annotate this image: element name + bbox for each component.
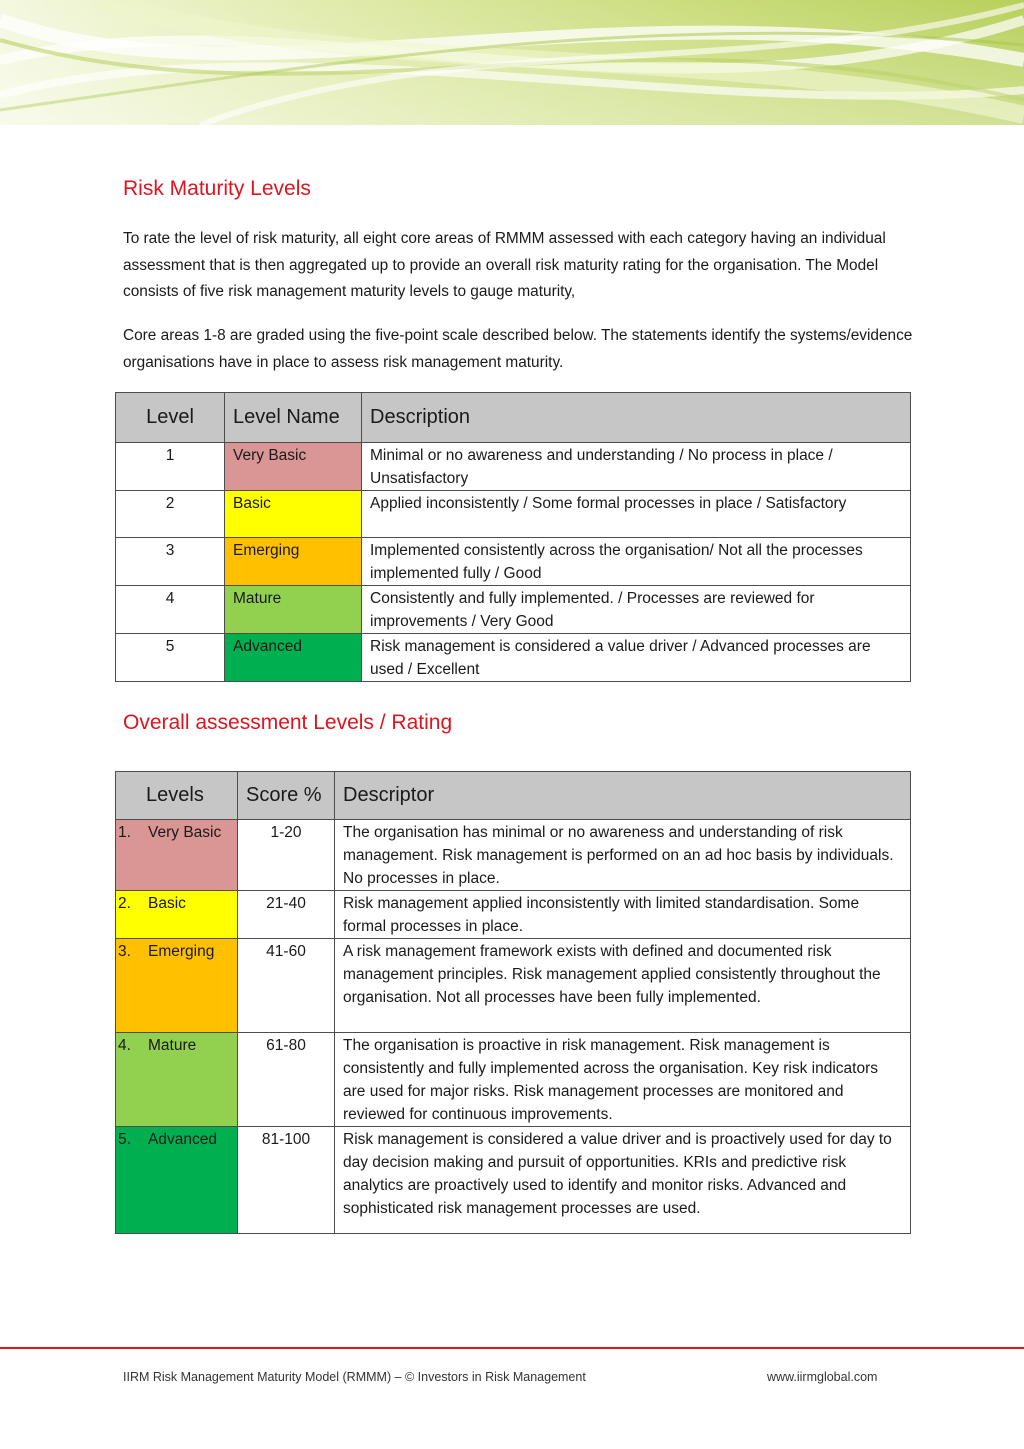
level-description: Risk management is considered a value driver / Advanced processes are used / Excellent bbox=[362, 634, 911, 682]
level-index: 5. bbox=[118, 1131, 131, 1148]
table-row bbox=[116, 1127, 911, 1234]
column-header-level: Level bbox=[116, 393, 225, 443]
table-row bbox=[116, 939, 911, 1033]
column-header-levels: Levels bbox=[116, 772, 238, 820]
table-row bbox=[116, 1033, 911, 1127]
table-row bbox=[116, 538, 911, 586]
table-row bbox=[116, 820, 911, 891]
level-cell bbox=[116, 1033, 238, 1127]
intro-paragraph: To rate the level of risk maturity, all eight core areas of RMMM assessed with each category having an individual assessment that is then aggregated up to provide an overall risk maturity rating for the organisation. The Model consists of five risk management maturity levels to gauge maturity, bbox=[123, 230, 886, 300]
level-cell bbox=[116, 1127, 238, 1234]
score-range: 21-40 bbox=[238, 891, 335, 939]
column-header-score: Score % bbox=[238, 772, 335, 820]
level-name: Mature bbox=[225, 586, 362, 634]
level-number: 4 bbox=[116, 586, 225, 634]
table-row bbox=[116, 634, 911, 682]
level-name: Emerging bbox=[148, 943, 215, 960]
header-banner bbox=[0, 0, 1024, 125]
score-range: 61-80 bbox=[238, 1033, 335, 1127]
level-name: Basic bbox=[148, 895, 186, 912]
footer-divider bbox=[0, 1347, 1024, 1349]
level-descriptor: The organisation has minimal or no awareness and understanding of risk management. Risk management is performed on an ad hoc basis by individuals. No processes in place. bbox=[335, 820, 911, 891]
score-range: 41-60 bbox=[238, 939, 335, 1033]
risk-maturity-levels-table bbox=[115, 392, 911, 682]
overall-assessment-table bbox=[115, 771, 911, 1234]
section-heading-overall-assessment: Overall assessment Levels / Rating bbox=[123, 711, 453, 734]
section-heading-risk-maturity: Risk Maturity Levels bbox=[123, 177, 311, 200]
table-row bbox=[116, 586, 911, 634]
grading-paragraph: Core areas 1-8 are graded using the five-point scale described below. The statements identify the systems/evidence organisations have in place to assess risk management maturity. bbox=[123, 327, 913, 371]
level-index: 3. bbox=[118, 943, 131, 960]
column-header-level-name: Level Name bbox=[225, 393, 362, 443]
level-number: 1 bbox=[116, 443, 225, 491]
level-name: Basic bbox=[225, 491, 362, 538]
table-row bbox=[116, 443, 911, 491]
column-header-descriptor: Descriptor bbox=[335, 772, 911, 820]
level-cell bbox=[116, 820, 238, 891]
level-name: Emerging bbox=[225, 538, 362, 586]
table-row bbox=[116, 891, 911, 939]
level-descriptor: A risk management framework exists with defined and documented risk management principles. Risk management applied consistently throughout the organisation. Not all processes have been fully implemented. bbox=[335, 939, 911, 1033]
level-name: Very Basic bbox=[148, 824, 222, 841]
level-cell bbox=[116, 939, 238, 1033]
level-name: Mature bbox=[148, 1037, 197, 1054]
column-header-description: Description bbox=[362, 393, 911, 443]
level-name: Very Basic bbox=[225, 443, 362, 491]
level-name: Advanced bbox=[225, 634, 362, 682]
footer-website: www.iirmglobal.com bbox=[767, 1370, 878, 1384]
level-description: Consistently and fully implemented. / Processes are reviewed for improvements / Very Good bbox=[362, 586, 911, 634]
level-description: Applied inconsistently / Some formal processes in place / Satisfactory bbox=[362, 491, 911, 538]
level-index: 2. bbox=[118, 895, 131, 912]
level-number: 5 bbox=[116, 634, 225, 682]
level-number: 2 bbox=[116, 491, 225, 538]
score-range: 81-100 bbox=[238, 1127, 335, 1234]
level-number: 3 bbox=[116, 538, 225, 586]
level-cell bbox=[116, 891, 238, 939]
level-descriptor: The organisation is proactive in risk management. Risk management is consistently and fully implemented across the organisation. Key risk indicators are used for major risks. Risk management processes are monitored and reviewed for continuous improvements. bbox=[335, 1033, 911, 1127]
level-descriptor: Risk management is considered a value driver and is proactively used for day to day decision making and pursuit of opportunities. KRIs and predictive risk analytics are proactively used to identify and monitor risks. Advanced and sophisticated risk management processes are used. bbox=[335, 1127, 911, 1234]
level-description: Implemented consistently across the organisation/ Not all the processes implemented fully / Good bbox=[362, 538, 911, 586]
score-range: 1-20 bbox=[238, 820, 335, 891]
banner-graphic bbox=[0, 0, 1024, 125]
table-row bbox=[116, 491, 911, 538]
table-header-row bbox=[116, 393, 911, 443]
level-index: 4. bbox=[118, 1037, 131, 1054]
level-name: Advanced bbox=[148, 1131, 217, 1148]
level-description: Minimal or no awareness and understanding / No process in place / Unsatisfactory bbox=[362, 443, 911, 491]
level-index: 1. bbox=[118, 824, 131, 841]
level-descriptor: Risk management applied inconsistently with limited standardisation. Some formal processes in place. bbox=[335, 891, 911, 939]
footer-copyright: IIRM Risk Management Maturity Model (RMMM) – © Investors in Risk Management bbox=[123, 1370, 586, 1384]
table-header-row bbox=[116, 772, 911, 820]
